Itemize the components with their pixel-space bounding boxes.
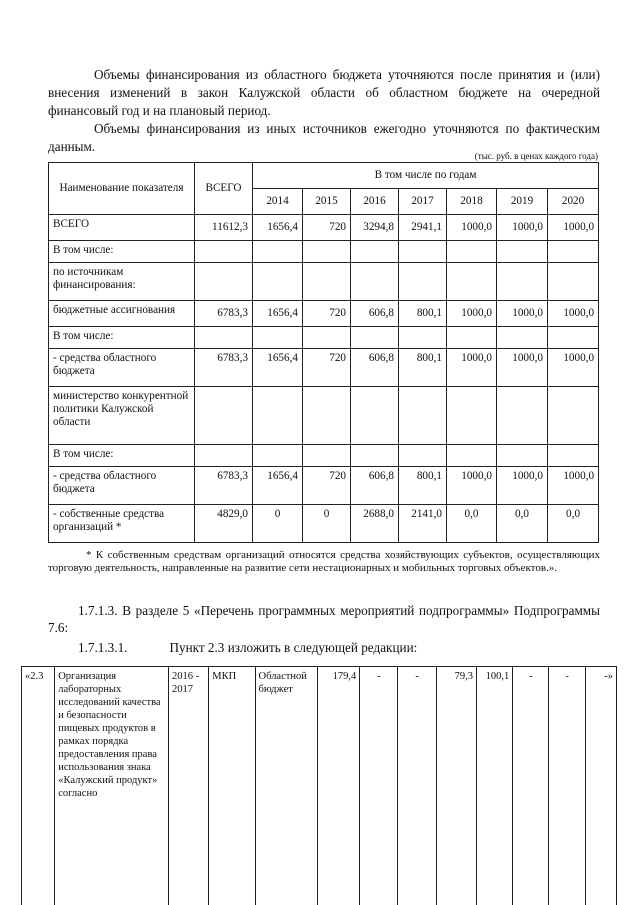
- row-value: 1000,0: [497, 301, 548, 327]
- table-row: [49, 327, 599, 349]
- amendment-item-2-number: 1.7.1.3.1.: [78, 640, 128, 655]
- table-row: [49, 445, 599, 467]
- program-measures-table: [21, 666, 617, 905]
- table-row: [49, 505, 599, 543]
- row-label: - средства областного бюджета: [49, 349, 195, 387]
- units-note: (тыс. руб. в ценах каждого года): [474, 151, 598, 161]
- amendment-item-2: [78, 639, 598, 656]
- row-value: 2688,0: [351, 505, 399, 543]
- row-value: 606,8: [351, 349, 399, 387]
- row-value: 0,0: [447, 505, 497, 543]
- table-row: [49, 241, 599, 263]
- row-label: бюджетные ассигнования: [49, 301, 195, 327]
- table-row: [49, 301, 599, 327]
- program-2020: -»: [585, 667, 616, 905]
- header-by-years: В том числе по годам: [253, 163, 599, 189]
- row-value: 1000,0: [548, 215, 599, 241]
- program-2015: -: [398, 667, 436, 905]
- table-row: [49, 467, 599, 505]
- header-year: 2018: [447, 189, 497, 215]
- row-value: 0: [303, 505, 351, 543]
- program-2016: 79,3: [436, 667, 476, 905]
- row-value: 720: [303, 301, 351, 327]
- row-label: В том числе:: [49, 445, 195, 467]
- program-2019: -: [549, 667, 585, 905]
- row-total: 6783,3: [195, 467, 253, 505]
- table-row: [49, 215, 599, 241]
- program-name: Организация лабораторных исследований качества и безопасности пищевых продуктов в рамках порядка предоставления права использования знака «Калужский продукт» согласно: [55, 667, 169, 905]
- program-row: [22, 667, 617, 905]
- intro-paragraph-1: Объемы финансирования из областного бюджета уточняются после принятия и (или) внесения изменений в закон Калужской области об областном бюджете на очередной финансовый год и на плановый период.: [48, 67, 600, 118]
- header-year: 2014: [253, 189, 303, 215]
- row-label: по источникам финансирования:: [49, 263, 195, 301]
- program-period: 2016 - 2017: [168, 667, 208, 905]
- row-value: 720: [303, 349, 351, 387]
- financing-table: [48, 162, 599, 543]
- row-value: 720: [303, 467, 351, 505]
- header-year: 2017: [399, 189, 447, 215]
- program-executor: МКП: [209, 667, 255, 905]
- row-value: 1000,0: [497, 467, 548, 505]
- table-header-row: [49, 163, 599, 189]
- row-value: 1000,0: [447, 467, 497, 505]
- row-label: ВСЕГО: [49, 215, 195, 241]
- row-value: 1000,0: [548, 301, 599, 327]
- row-value: 1656,4: [253, 349, 303, 387]
- row-value: 720: [303, 215, 351, 241]
- footnote: * К собственным средствам организаций относятся средства хозяйствующих субъектов, осуществляющих торговую деятельность, направленные на развитие сети нестационарных и мобильных торговых объектов.».: [48, 549, 600, 574]
- row-value: 1656,4: [253, 467, 303, 505]
- row-value: 606,8: [351, 467, 399, 505]
- row-value: 1000,0: [548, 467, 599, 505]
- amendment-item-1: 1.7.1.3. В разделе 5 «Перечень программных мероприятий подпрограммы» Подпрограммы 7.6:: [48, 603, 600, 635]
- intro-paragraph-2: Объемы финансирования из иных источников ежегодно уточняются по фактическим данным.: [48, 121, 600, 154]
- row-label: - собственные средства организаций *: [49, 505, 195, 543]
- row-value: 1656,4: [253, 215, 303, 241]
- program-2014: -: [360, 667, 398, 905]
- header-name: Наименование показателя: [49, 163, 195, 215]
- row-value: 800,1: [399, 301, 447, 327]
- row-value: 1000,0: [447, 301, 497, 327]
- table-row: [49, 387, 599, 445]
- row-label: В том числе:: [49, 241, 195, 263]
- row-value: 1000,0: [447, 349, 497, 387]
- row-total: 4829,0: [195, 505, 253, 543]
- row-value: 606,8: [351, 301, 399, 327]
- row-value: 1656,4: [253, 301, 303, 327]
- program-source: Областной бюджет: [255, 667, 317, 905]
- row-label: В том числе:: [49, 327, 195, 349]
- row-value: 1000,0: [497, 349, 548, 387]
- row-value: 800,1: [399, 467, 447, 505]
- row-value: 1000,0: [548, 349, 599, 387]
- row-label: - средства областного бюджета: [49, 467, 195, 505]
- row-value: 1000,0: [497, 215, 548, 241]
- program-2017: 100,1: [476, 667, 512, 905]
- header-year: 2015: [303, 189, 351, 215]
- row-value: 1000,0: [447, 215, 497, 241]
- row-total: 11612,3: [195, 215, 253, 241]
- row-total: 6783,3: [195, 301, 253, 327]
- row-value: 0: [253, 505, 303, 543]
- row-total: 6783,3: [195, 349, 253, 387]
- program-2018: -: [513, 667, 549, 905]
- row-value: 2941,1: [399, 215, 447, 241]
- header-year: 2020: [548, 189, 599, 215]
- table-row: [49, 263, 599, 301]
- row-value: 800,1: [399, 349, 447, 387]
- header-year: 2019: [497, 189, 548, 215]
- program-num: «2.3: [22, 667, 55, 905]
- row-value: 0,0: [548, 505, 599, 543]
- header-year: 2016: [351, 189, 399, 215]
- table-row: [49, 349, 599, 387]
- row-label: министерство конкурентной политики Калужской области: [49, 387, 195, 445]
- amendment-item-2-text: Пункт 2.3 изложить в следующей редакции:: [169, 640, 418, 655]
- program-total: 179,4: [317, 667, 359, 905]
- header-total: ВСЕГО: [195, 163, 253, 215]
- row-value: 3294,8: [351, 215, 399, 241]
- row-value: 2141,0: [399, 505, 447, 543]
- row-value: 0,0: [497, 505, 548, 543]
